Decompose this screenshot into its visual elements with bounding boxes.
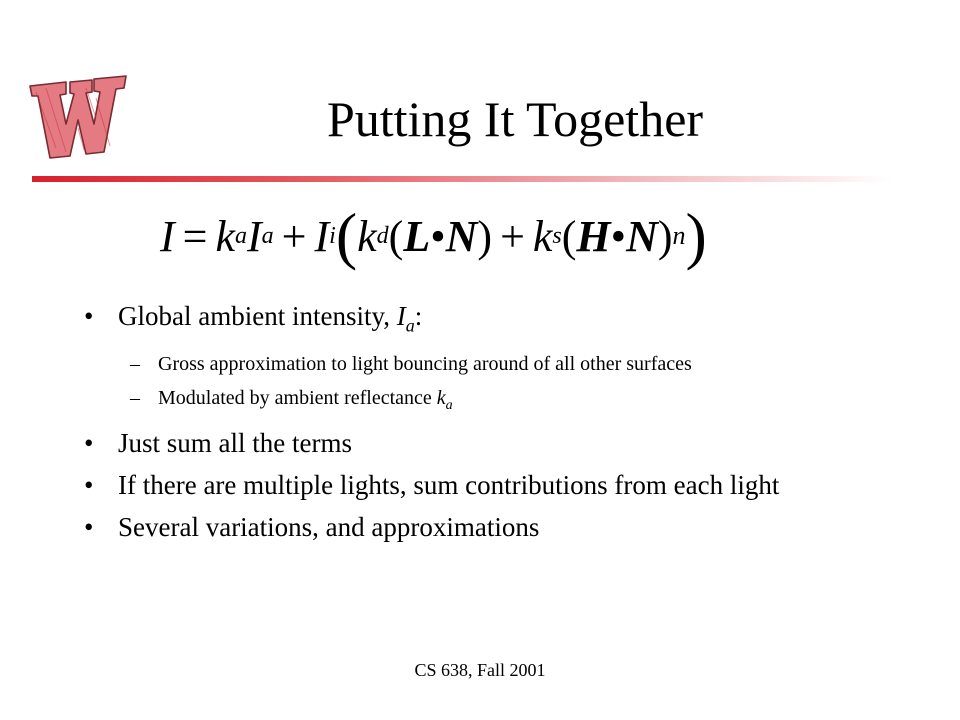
- formula-ks-k: k: [532, 211, 553, 261]
- bullet-multiple-lights: • If there are multiple lights, sum contributions from each light: [80, 469, 860, 502]
- title-underline-rule: [32, 176, 892, 182]
- formula-n-vector-1: N: [445, 211, 478, 261]
- formula-ia-i: I: [247, 211, 262, 261]
- formula-kd-sub: d: [376, 222, 389, 249]
- subbullet-modulated: [80, 385, 860, 419]
- formula-plus-1: +: [281, 211, 307, 261]
- formula-ii-i: I: [314, 211, 330, 261]
- formula-rparen-2: ): [657, 211, 673, 261]
- phong-illumination-equation: [160, 196, 820, 276]
- formula-h-vector: H: [576, 211, 611, 261]
- wisconsin-w-logo-icon: [26, 68, 130, 164]
- subbullet-modulated-var: k: [436, 387, 446, 410]
- formula-ks-sub: s: [552, 222, 562, 249]
- formula-n-vector-2: N: [626, 211, 658, 261]
- slide-footer: CS 638, Fall 2001: [414, 660, 546, 680]
- bullet-global-ambient-suffix: :: [414, 301, 423, 331]
- formula-ia-sub: a: [261, 222, 274, 249]
- formula-dot-1: •: [430, 211, 446, 261]
- subbullet-modulated-sub: a: [445, 398, 453, 414]
- bullet-global-ambient-sub: a: [405, 315, 415, 336]
- formula-kd-k: k: [357, 211, 377, 261]
- formula-dot-2: •: [610, 211, 627, 261]
- bullet-global-ambient-text: Global ambient intensity,: [118, 301, 397, 331]
- bullet-variations: • Several variations, and approximations: [80, 511, 860, 544]
- formula-plus-2: +: [500, 211, 525, 261]
- bullet-sum-terms: • Just sum all the terms: [80, 427, 860, 460]
- formula-exponent-n: n: [672, 221, 686, 250]
- formula-l-vector: L: [403, 211, 431, 261]
- formula-ii-sub: i: [329, 222, 336, 249]
- formula-ka-k: k: [215, 211, 236, 261]
- formula-intensity: I: [160, 211, 175, 261]
- subbullet-modulated-text: Modulated by ambient reflectance: [158, 387, 437, 410]
- formula-lparen-1: (: [388, 211, 404, 261]
- bullet-list: [80, 300, 860, 553]
- formula-ka-sub: a: [235, 222, 248, 249]
- subbullet-gross-approximation: – Gross approximation to light bouncing around of all other surfaces: [80, 351, 860, 377]
- formula-lparen-2: (: [561, 211, 577, 261]
- formula-rparen-1: ): [477, 211, 493, 261]
- bullet-global-ambient: [80, 300, 860, 342]
- bullet-global-ambient-var: I: [396, 301, 406, 331]
- formula-equals: =: [182, 211, 208, 261]
- formula-big-rparen: ): [685, 200, 707, 271]
- formula-big-lparen: (: [335, 200, 358, 271]
- page-title: Putting It Together: [326, 91, 704, 147]
